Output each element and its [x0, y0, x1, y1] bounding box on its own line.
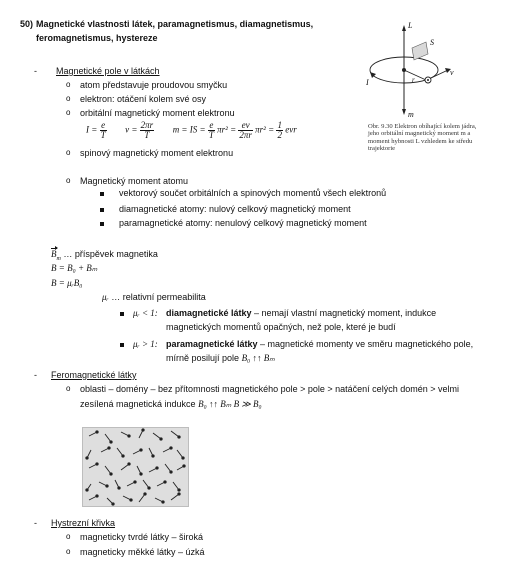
bullet-dash: - [34, 370, 37, 380]
list-item: orbitální magnetický moment elektronu [80, 108, 235, 118]
page-title-line2: feromagnetismus, hystereze [36, 33, 158, 43]
bullet-square [100, 222, 104, 226]
label-L: L [408, 21, 413, 30]
dia-description-line2: magnetických momentů opačných, než pole, které je budí [166, 322, 396, 332]
label-S: S [430, 38, 434, 47]
bullet-square [120, 343, 124, 347]
bullet-circle: o [66, 94, 71, 103]
list-item: elektron: otáčení kolem své osy [80, 94, 207, 104]
equation-b-sum: B = B₀ + Bₘ [51, 263, 98, 273]
question-number: 50) [20, 19, 34, 29]
section-title-magnetic-field: Magnetické pole v látkách [56, 66, 160, 76]
bullet-square [100, 192, 104, 196]
list-item: vektorový součet orbitálních a spinových momentů všech elektronů [119, 188, 387, 198]
bm-definition: $B_m$ … příspěvek magnetika [51, 249, 158, 262]
label-I: I [366, 78, 369, 87]
figure-caption: Obr. 9.30 Elektron obíhající kolem jádra, jeho orbitální magnetický moment m a moment hybnosti L vzhledem ke středu trajektorie [368, 123, 477, 153]
list-item: paramagnetické atomy: nenulový celkový magnetický moment [119, 218, 367, 228]
ferro-description: oblasti – domény – bez přítomnosti magnetického pole > pole > natáčení celých domén > velmi [80, 384, 459, 394]
label-r: r [412, 76, 415, 84]
electron-orbit-figure [362, 20, 492, 122]
list-item: atom představuje proudovou smyčku [80, 80, 228, 90]
bullet-circle: o [66, 384, 71, 393]
mur-definition: μᵣ … relativní permeabilita [102, 292, 206, 302]
para-condition: μᵣ > 1: [133, 339, 158, 349]
page-title: Magnetické vlastnosti látek, paramagnetismus, diamagnetismus, [36, 19, 314, 29]
section-title-hysteresis: Hystrezní křivka [51, 518, 116, 528]
section-title-ferro: Feromagnetické látky [51, 370, 137, 380]
formula-orbital-moment: I = $\frac{e}{T}$ v = $\frac{2\pi r}{T}$ m = IS = $\frac{e}{T}$ πr² = $\frac{ev}{2\pi r}$ πr² = $\frac{1}{2}$ evr [86, 120, 297, 140]
bullet-circle: o [66, 148, 71, 157]
para-description-line2: mírně posilují pole B₀ ↑↑ Bₘ [166, 353, 275, 363]
bullet-dash: - [34, 518, 37, 528]
magnetic-domains-image [82, 427, 189, 507]
equation-b-mur: B = μᵣB₀ [51, 278, 83, 288]
para-description: paramagnetické látky – magnetické momenty ve směru magnetického pole, [166, 339, 474, 349]
bullet-square [100, 208, 104, 212]
bullet-dash: - [34, 66, 37, 76]
label-v: v [450, 68, 454, 77]
bullet-circle: o [66, 547, 71, 556]
list-item: spinový magnetický moment elektronu [80, 148, 234, 158]
label-m: m [408, 110, 414, 119]
domain-arrows-icon [83, 428, 188, 506]
dia-condition: μᵣ < 1: [133, 308, 158, 318]
orbit-diagram-icon [362, 20, 492, 122]
list-item: magneticky měkké látky – úzká [80, 547, 205, 557]
list-item: magneticky tvrdé látky – široká [80, 532, 204, 542]
subsection-title-atom-moment: Magnetický moment atomu [80, 176, 189, 186]
ferro-description-line2: zesílená magnetická indukce B₀ ↑↑ Bₘ B ≫ B₀ [80, 399, 262, 409]
bullet-circle: o [66, 532, 71, 541]
list-item: diamagnetické atomy: nulový celkový magnetický moment [119, 204, 351, 214]
dia-description: diamagnetické látky – nemají vlastní magnetický moment, indukce [166, 308, 437, 318]
bullet-circle: o [66, 80, 71, 89]
bullet-circle: o [66, 176, 71, 185]
bullet-square [120, 312, 124, 316]
bullet-circle: o [66, 108, 71, 117]
